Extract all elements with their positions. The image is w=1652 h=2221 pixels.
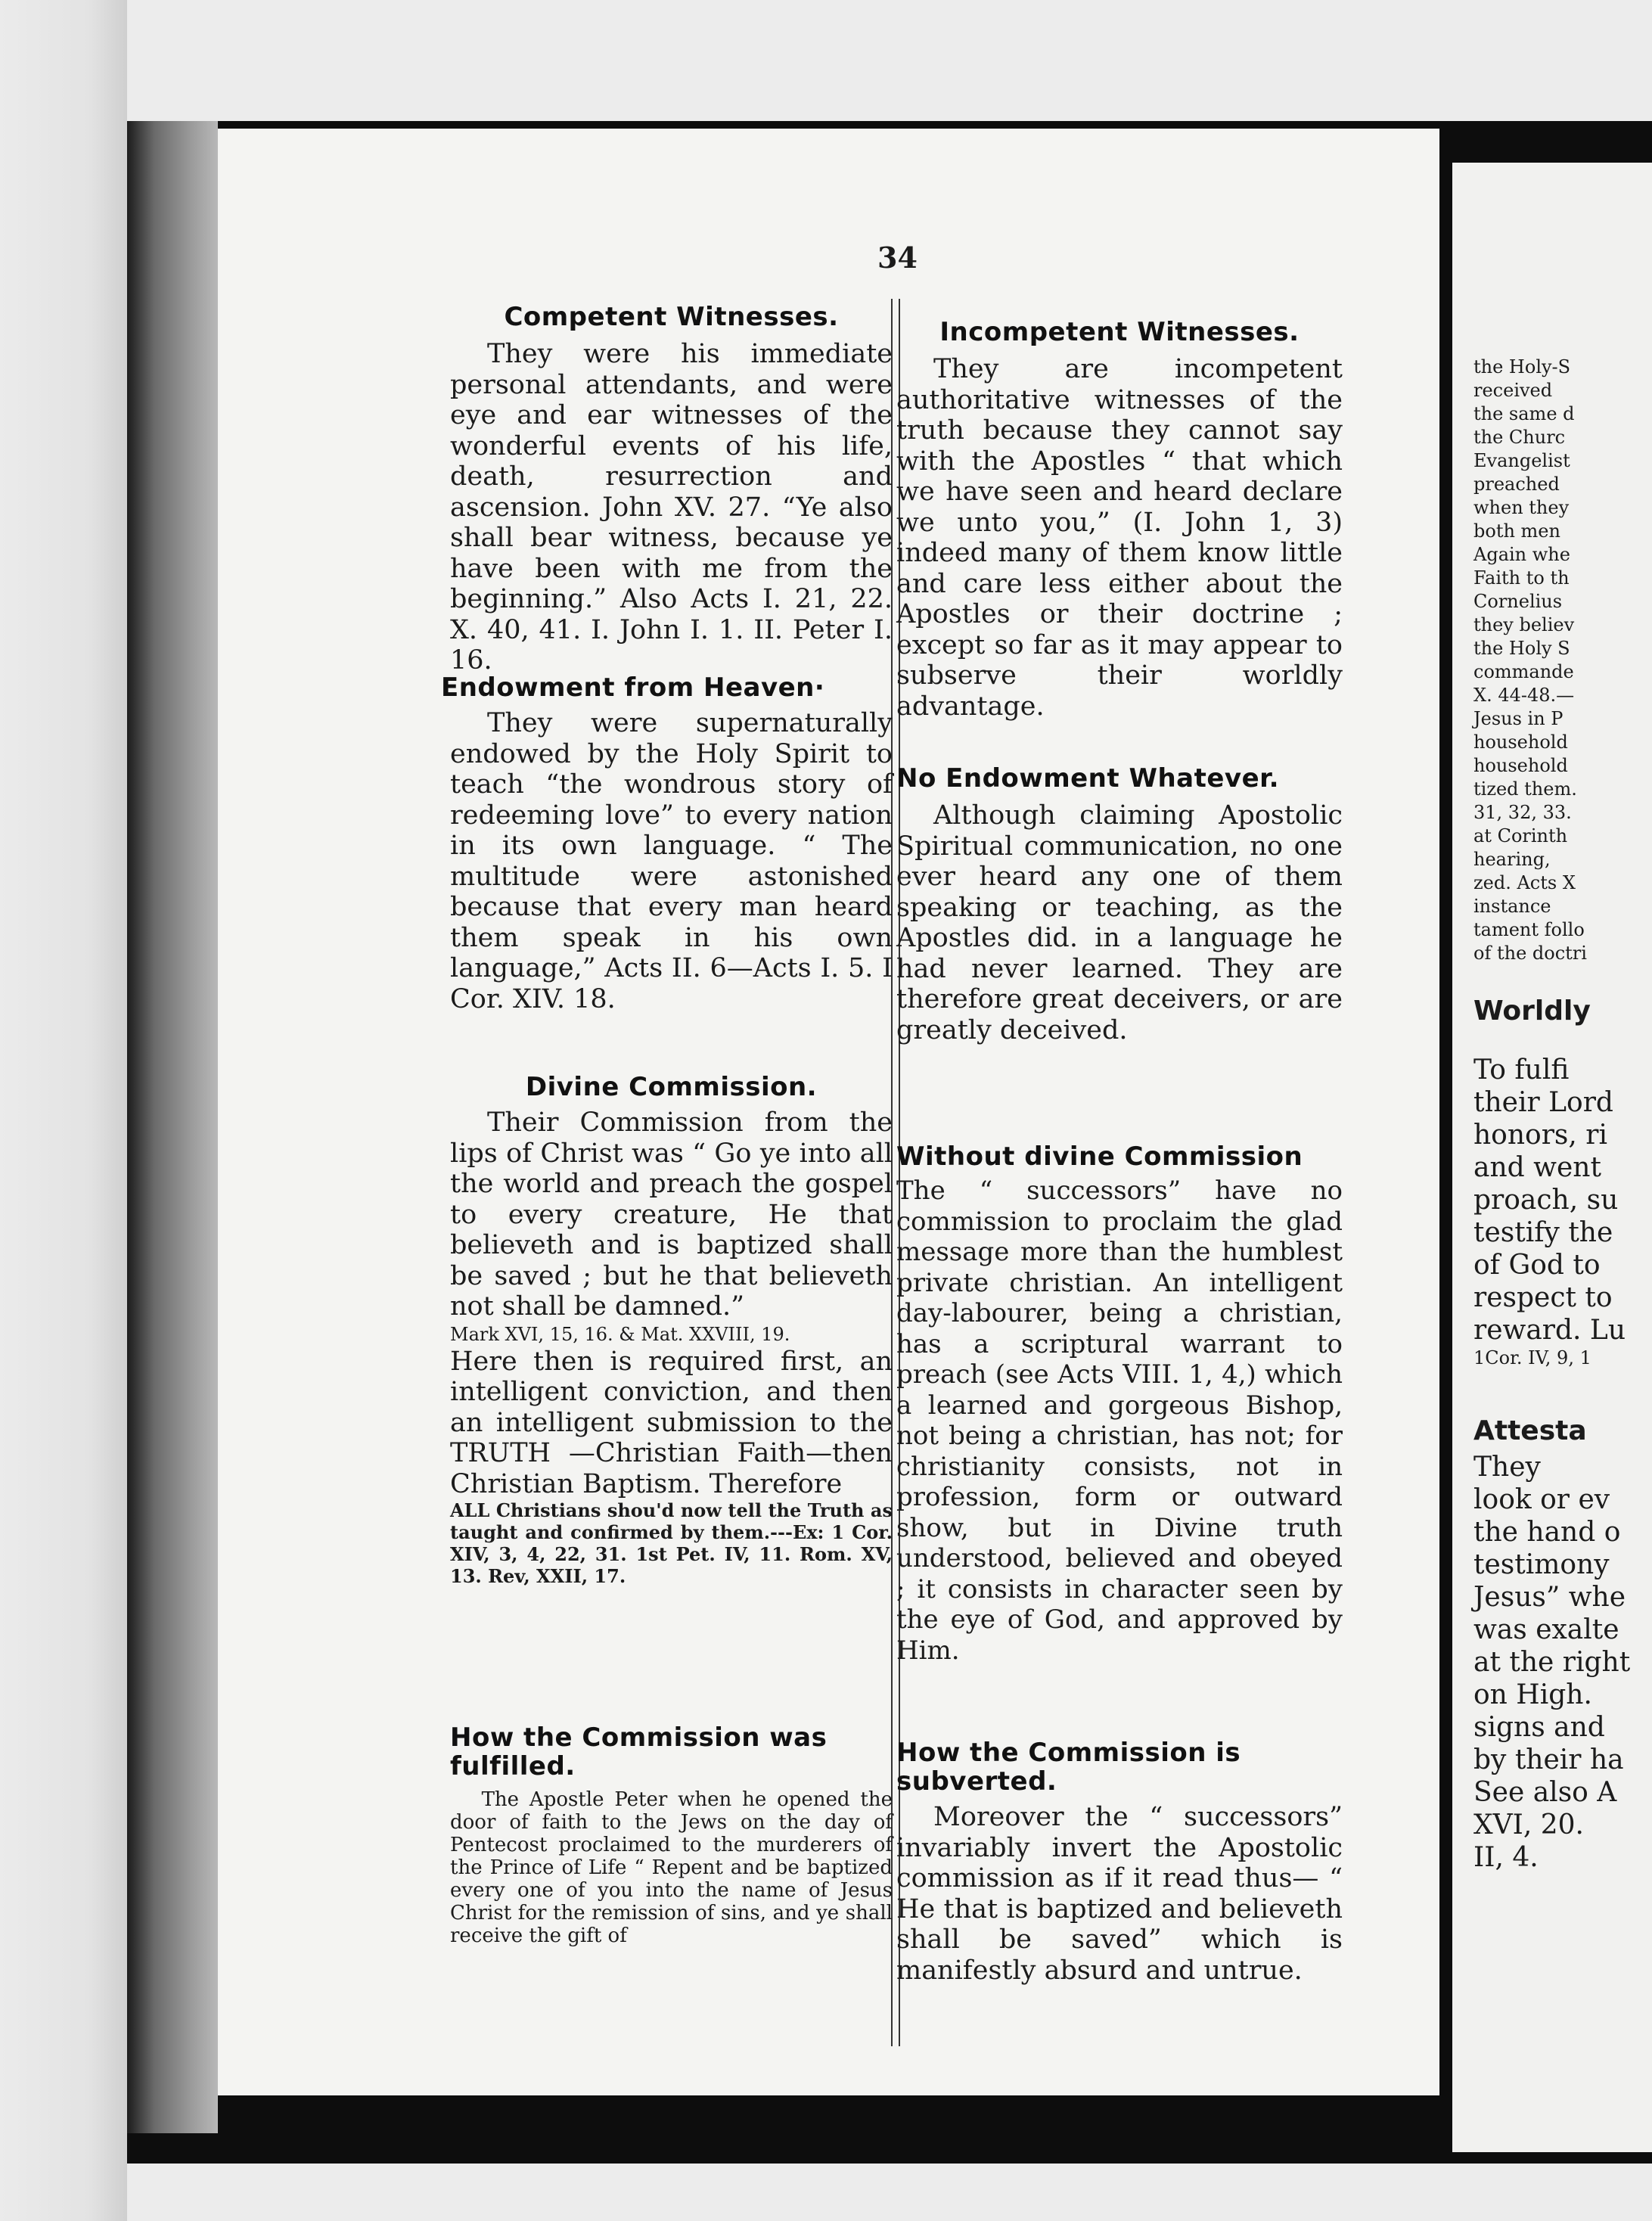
section-note: ALL Christians shou'd now tell the Truth as taught and confirmed by them.---Ex: 1 Cor. XIV, 3, 4, 22, 31. 1st Pet. IV, 11. Rom. XV, 13. Rev, XXII, 17. (450, 1499, 893, 1587)
adjacent-line: the Holy-S (1473, 356, 1571, 377)
adjacent-line: To fulfi (1473, 1055, 1570, 1086)
adjacent-line: when they (1473, 497, 1570, 518)
adjacent-line: received (1473, 380, 1553, 401)
adjacent-line: 31, 32, 33. (1473, 802, 1572, 823)
adjacent-line: of the doctri (1473, 943, 1587, 964)
adjacent-line: their Lord (1473, 1087, 1613, 1118)
section-body: They were supernaturally endowed by the Holy Spirit to teach “the wondrous story of redeeming love” to every nation in its own language. “ The multitude were astonished because that every man heard them speak in his own language,” Acts II. 6—Acts I. 5. I Cor. XIV. 18. (450, 708, 893, 1014)
adjacent-line: they believ (1473, 614, 1575, 635)
adjacent-page (1452, 163, 1652, 2152)
adjacent-line: at the right (1473, 1647, 1631, 1678)
section-body: They are incompetent authoritative witnesses of the truth because they cannot say with the Apostles “ that which we have seen and heard declare we unto you,” (I. John 1, 3) indeed many of them know little and care less either about the Apostles or their doctrine ; except so far as it may appear to subserve their worldly advantage. (896, 354, 1343, 722)
adjacent-reference: 1Cor. IV, 9, 1 (1473, 1347, 1591, 1368)
adjacent-line: the same d (1473, 403, 1575, 424)
adjacent-line: II, 4. (1473, 1842, 1539, 1873)
adjacent-line: See also A (1473, 1777, 1617, 1808)
adjacent-line: both men (1473, 520, 1560, 542)
section-how-subverted (896, 1738, 1343, 1986)
section-competent-witnesses (450, 303, 893, 676)
adjacent-line: Faith to th (1473, 567, 1570, 589)
adjacent-line: signs and (1473, 1712, 1605, 1743)
adjacent-line: by their ha (1473, 1744, 1624, 1775)
adjacent-line: was exalte (1473, 1614, 1619, 1645)
adjacent-line: preached (1473, 474, 1560, 495)
section-divine-commission (450, 1073, 893, 1587)
section-no-endowment (896, 764, 1343, 1045)
adjacent-text-block-middle (1473, 1054, 1652, 1347)
section-heading: Divine Commission. (525, 1072, 818, 1102)
section-body: Although claiming Apostolic Spiritual communication, no one ever heard any one of them speaking or teaching, as the Apostles did. in a language he had never learned. They are therefore great deceivers, or are greatly deceived. (896, 800, 1343, 1045)
adjacent-heading-attestation: Attesta (1473, 1415, 1587, 1446)
adjacent-line: Evangelist (1473, 450, 1570, 471)
adjacent-line: testify the (1473, 1217, 1613, 1248)
adjacent-line: the hand o (1473, 1517, 1621, 1548)
section-heading: Without divine Commission (896, 1142, 1303, 1172)
adjacent-line: reward. Lu (1473, 1315, 1626, 1346)
section-heading: Endowment from Heaven· (441, 673, 825, 703)
adjacent-line: Again whe (1473, 544, 1570, 565)
section-heading: How the Commission was fulfilled. (450, 1722, 828, 1781)
adjacent-line: zed. Acts X (1473, 872, 1576, 893)
page-number: 34 (877, 241, 918, 275)
section-endowment (441, 673, 893, 1014)
section-body-continued: Here then is required first, an intelligent conviction, and then an intelligent submission to the TRUTH —Christian Faith—then Christian Baptism. Therefore (450, 1346, 893, 1499)
adjacent-text-block-top (1473, 356, 1652, 965)
adjacent-line: honors, ri (1473, 1120, 1608, 1151)
adjacent-line: on High. (1473, 1679, 1592, 1710)
scan-margin (0, 0, 127, 2221)
adjacent-line: hearing, (1473, 849, 1551, 870)
adjacent-line: instance (1473, 896, 1551, 917)
adjacent-line: and went (1473, 1152, 1601, 1183)
adjacent-line: the Churc (1473, 427, 1566, 448)
section-body: Moreover the “ successors” invariably invert the Apostolic commission as if it read thus— “ He that is baptized and believeth shall be saved” which is manifestly absurd and untrue. (896, 1802, 1343, 1986)
section-incompetent-witnesses (896, 318, 1343, 722)
section-heading: Competent Witnesses. (504, 302, 839, 332)
adjacent-line: Cornelius (1473, 591, 1563, 612)
section-how-fulfilled (450, 1723, 893, 1947)
adjacent-line: tized them. (1473, 778, 1577, 800)
adjacent-page-text (1473, 356, 1652, 1874)
section-heading: Incompetent Witnesses. (939, 317, 1300, 347)
adjacent-text-block-bottom (1473, 1451, 1652, 1874)
adjacent-line: XVI, 20. (1473, 1809, 1584, 1840)
book-spine-edge (127, 121, 218, 2133)
section-heading: No Endowment Whatever. (896, 763, 1279, 794)
scripture-reference: Mark XVI, 15, 16. & Mat. XXVIII, 19. (450, 1323, 790, 1345)
section-without-commission (896, 1142, 1343, 1666)
section-body: The Apostle Peter when he opened the door of faith to the Jews on the day of Pentecost proclaimed to the murderers of the Prince of Life “ Repent and be baptized every one of you into the name of Jesus Christ for the remission of sins, and ye shall receive the gift of (450, 1788, 893, 1947)
adjacent-line: respect to (1473, 1282, 1613, 1313)
adjacent-line: household (1473, 755, 1568, 776)
section-heading: How the Commission is subverted. (896, 1738, 1241, 1797)
adjacent-line: They (1473, 1452, 1541, 1483)
adjacent-heading-worldly: Worldly (1473, 996, 1591, 1027)
adjacent-line: look or ev (1473, 1484, 1610, 1515)
section-body: They were his immediate personal attendants, and were eye and ear witnesses of the wonderful events of his life, death, resurrection and ascension. John XV. 27. “Ye also shall bear witness, because ye have been with me from the beginning.” Also Acts I. 21, 22. X. 40, 41. I. John I. 1. II. Peter I. 16. (450, 339, 893, 676)
adjacent-line: Jesus in P (1473, 708, 1564, 729)
adjacent-line: X. 44-48.— (1473, 685, 1575, 706)
adjacent-line: at Corinth (1473, 825, 1568, 846)
adjacent-line: tament follo (1473, 919, 1585, 940)
adjacent-line: commande (1473, 661, 1574, 682)
adjacent-line: testimony (1473, 1549, 1610, 1580)
adjacent-line: household (1473, 732, 1568, 753)
adjacent-line: of God to (1473, 1250, 1601, 1281)
section-body: The “ successors” have no commission to proclaim the glad message more than the humblest private christian. An intelligent day-labourer, being a christian, has a scriptural warrant to preach (see Acts VIII. 1, 4,) which a learned and gorgeous Bishop, not being a christian, has not; for christianity consists, not in profession, form or outward show, but in Divine truth understood, believed and obeyed ; it consists in character seen by the eye of God, and approved by Him. (896, 1176, 1343, 1666)
section-body: Their Commission from the lips of Christ was “ Go ye into all the world and preach the gospel to every creature, He that believeth and is baptized shall be saved ; but he that believeth not shall be damned.” (450, 1107, 893, 1322)
adjacent-line: Jesus” whe (1473, 1582, 1626, 1613)
adjacent-line: the Holy S (1473, 638, 1570, 659)
adjacent-line: proach, su (1473, 1185, 1619, 1216)
